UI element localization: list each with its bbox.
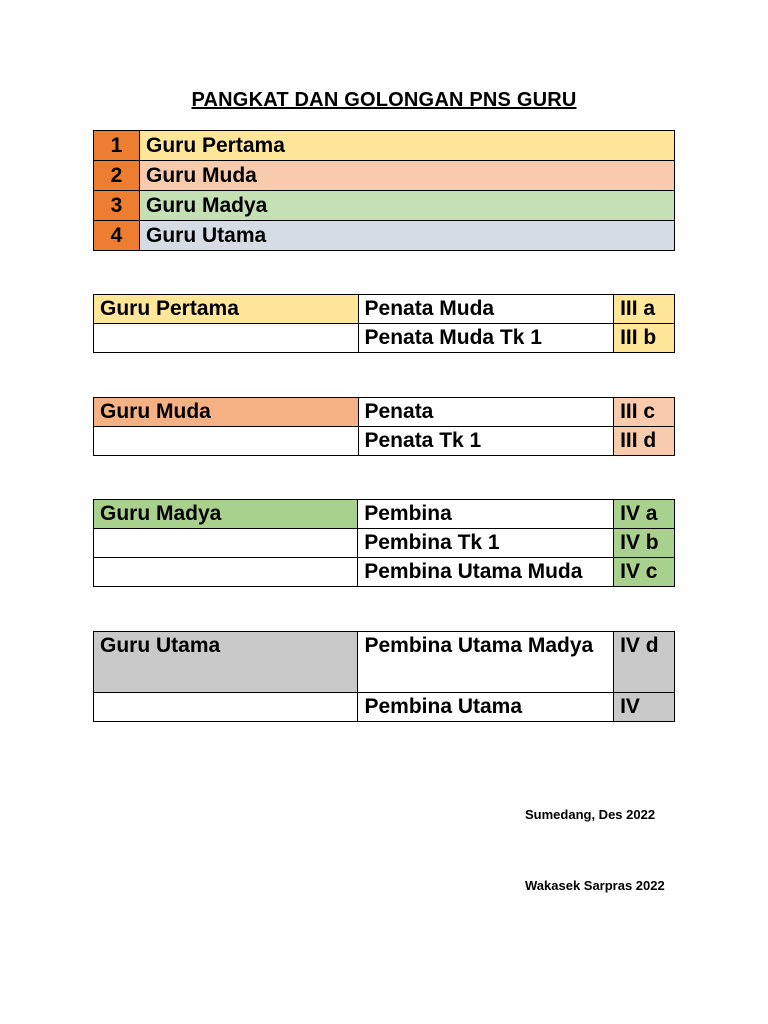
empty-cell: [94, 558, 358, 587]
golongan-cell: III b: [614, 324, 675, 353]
empty-cell: [94, 529, 358, 558]
grade-table-muda: [93, 397, 675, 456]
summary-row: [94, 161, 675, 191]
table-row: [94, 324, 675, 353]
golongan-cell: III c: [614, 398, 675, 427]
empty-cell: [94, 324, 359, 353]
group-name: Guru Utama: [94, 632, 358, 693]
pangkat-cell: Pembina Utama Madya: [358, 632, 614, 693]
summary-number: 3: [94, 191, 140, 221]
signer-title: Wakasek Sarpras 2022: [525, 878, 665, 893]
summary-number: 1: [94, 131, 140, 161]
summary-number: 2: [94, 161, 140, 191]
pangkat-cell: Pembina: [358, 500, 614, 529]
summary-name: Guru Utama: [140, 221, 675, 251]
table-row: [94, 500, 675, 529]
summary-name: Guru Pertama: [140, 131, 675, 161]
table-row: [94, 427, 675, 456]
pangkat-cell: Penata Muda Tk 1: [358, 324, 614, 353]
pangkat-cell: Penata Tk 1: [358, 427, 614, 456]
golongan-cell: IV c: [614, 558, 675, 587]
table-row: [94, 529, 675, 558]
table-row: [94, 558, 675, 587]
golongan-cell: IV: [614, 693, 675, 722]
summary-row: [94, 221, 675, 251]
golongan-cell: IV d: [614, 632, 675, 693]
summary-number: 4: [94, 221, 140, 251]
golongan-cell: IV b: [614, 529, 675, 558]
empty-cell: [94, 693, 358, 722]
grade-table-utama: [93, 631, 675, 722]
group-name: Guru Muda: [94, 398, 359, 427]
group-name: Guru Pertama: [94, 295, 359, 324]
grade-table-pertama: [93, 294, 675, 353]
summary-name: Guru Muda: [140, 161, 675, 191]
summary-name: Guru Madya: [140, 191, 675, 221]
table-row: [94, 398, 675, 427]
golongan-cell: III a: [614, 295, 675, 324]
empty-cell: [94, 427, 359, 456]
table-row: [94, 632, 675, 693]
page-title: PANGKAT DAN GOLONGAN PNS GURU: [191, 89, 577, 111]
golongan-cell: IV a: [614, 500, 675, 529]
pangkat-cell: Penata: [358, 398, 614, 427]
pangkat-cell: Penata Muda: [358, 295, 614, 324]
place-date: Sumedang, Des 2022: [525, 807, 656, 822]
group-name: Guru Madya: [94, 500, 358, 529]
summary-row: [94, 131, 675, 161]
grade-table-madya: [93, 499, 675, 587]
pangkat-cell: Pembina Utama Muda: [358, 558, 614, 587]
pangkat-cell: Pembina Tk 1: [358, 529, 614, 558]
table-row: [94, 295, 675, 324]
summary-table: [93, 130, 675, 251]
pangkat-cell: Pembina Utama: [358, 693, 614, 722]
golongan-cell: III d: [614, 427, 675, 456]
table-row: [94, 693, 675, 722]
summary-row: [94, 191, 675, 221]
